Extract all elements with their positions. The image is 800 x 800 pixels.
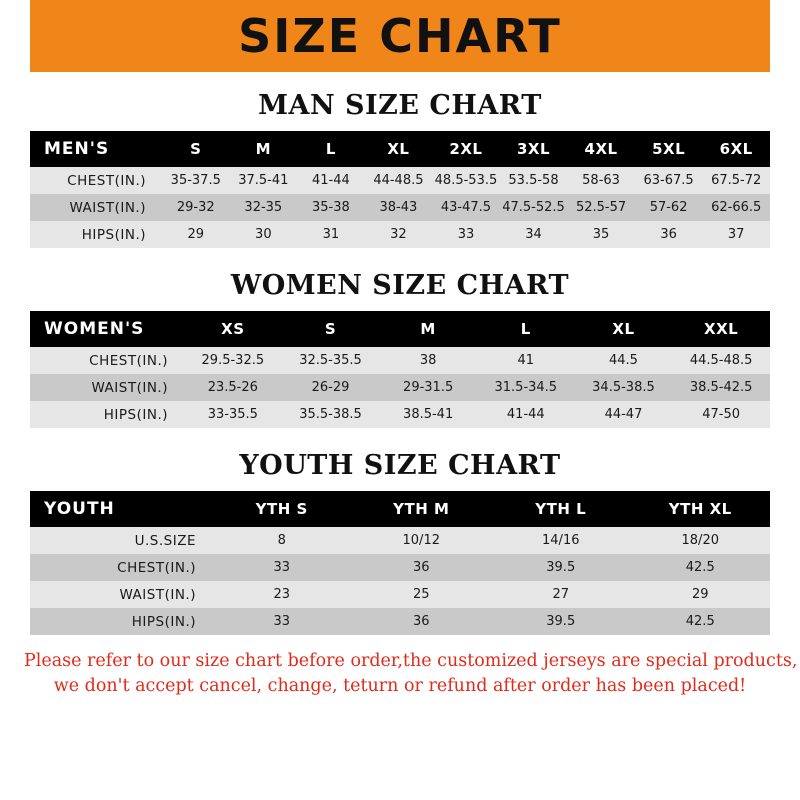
youth-waist-l: 27 <box>552 587 570 602</box>
youth-chest-xl: 42.5 <box>685 560 715 575</box>
footer-note <box>24 649 798 700</box>
women-waist-xxl: 38.5-42.5 <box>689 380 753 395</box>
women-section-title: WOMEN SIZE CHART <box>230 270 570 301</box>
men-hips-4xl: 35 <box>592 227 610 242</box>
youth-waist-s: 23 <box>273 587 291 602</box>
men-col-l: L <box>297 131 365 167</box>
men-chest-6xl: 67.5-72 <box>711 173 762 188</box>
men-chest-m: 37.5-41 <box>238 173 289 188</box>
women-col-l: L <box>477 311 575 347</box>
youth-table-wrap <box>30 491 770 635</box>
youth-ussize-l: 14/16 <box>542 533 580 548</box>
youth-ussize-s: 8 <box>277 533 286 548</box>
men-row-label-chest: CHEST(IN.) <box>67 172 146 189</box>
men-col-m: M <box>230 131 298 167</box>
men-waist-2xl: 43-47.5 <box>440 200 492 215</box>
women-table-wrap <box>30 311 770 428</box>
footer-note-line1: Please refer to our size chart before order,the customized jerseys are special products, <box>24 651 798 671</box>
youth-ussize-m: 10/12 <box>402 533 440 548</box>
women-waist-xl: 34.5-38.5 <box>592 380 655 395</box>
women-waist-m: 29-31.5 <box>403 380 454 395</box>
women-hips-xs: 33-35.5 <box>207 407 258 422</box>
youth-col-xl: YTH XL <box>631 491 771 527</box>
youth-row-label-waist: WAIST(IN.) <box>119 586 196 603</box>
women-col-xl: XL <box>575 311 673 347</box>
men-hips-2xl: 33 <box>457 227 475 242</box>
table-row <box>30 401 770 428</box>
men-hips-5xl: 36 <box>660 227 677 242</box>
men-col-2xl: 2XL <box>432 131 500 167</box>
women-waist-s: 26-29 <box>311 380 350 395</box>
women-hips-m: 38.5-41 <box>403 407 454 422</box>
women-size-table <box>30 311 770 428</box>
men-col-6xl: 6XL <box>702 131 770 167</box>
men-waist-m: 32-35 <box>244 200 283 215</box>
youth-section-title: YOUTH SIZE CHART <box>239 450 561 481</box>
table-row <box>30 527 770 554</box>
women-waist-xs: 23.5-26 <box>207 380 258 395</box>
men-row-label-hips: HIPS(IN.) <box>81 226 146 243</box>
youth-col-m: YTH M <box>352 491 492 527</box>
men-col-5xl: 5XL <box>635 131 703 167</box>
table-header-row <box>30 491 770 527</box>
men-hips-m: 30 <box>255 227 272 242</box>
women-chest-m: 38 <box>419 353 437 368</box>
men-chest-4xl: 58-63 <box>582 173 620 188</box>
women-col-m: M <box>379 311 477 347</box>
women-header-label: WOMEN'S <box>30 311 184 347</box>
women-col-s: S <box>282 311 380 347</box>
men-chest-3xl: 53.5-58 <box>508 173 559 188</box>
men-waist-s: 29-32 <box>176 200 215 215</box>
men-hips-l: 31 <box>322 227 340 242</box>
youth-hips-l: 39.5 <box>546 614 576 629</box>
women-col-xs: XS <box>184 311 282 347</box>
women-row-label-chest: CHEST(IN.) <box>89 352 168 369</box>
women-col-xxl: XXL <box>672 311 770 347</box>
youth-waist-m: 25 <box>412 587 430 602</box>
men-waist-3xl: 47.5-52.5 <box>502 200 565 215</box>
youth-ussize-xl: 18/20 <box>681 533 719 548</box>
men-waist-xl: 38-43 <box>379 200 418 215</box>
youth-chest-l: 39.5 <box>546 560 576 575</box>
men-hips-3xl: 34 <box>525 227 542 242</box>
youth-chest-m: 36 <box>412 560 430 575</box>
women-hips-xl: 44-47 <box>604 407 643 422</box>
men-col-s: S <box>162 131 230 167</box>
women-row-label-waist: WAIST(IN.) <box>91 379 168 396</box>
youth-hips-s: 33 <box>273 614 291 629</box>
women-chest-xxl: 44.5-48.5 <box>689 353 753 368</box>
men-waist-l: 35-38 <box>311 200 350 215</box>
table-header-row <box>30 131 770 167</box>
men-col-xl: XL <box>365 131 433 167</box>
youth-hips-m: 36 <box>412 614 430 629</box>
table-row <box>30 167 770 194</box>
women-waist-l: 31.5-34.5 <box>494 380 558 395</box>
men-waist-5xl: 57-62 <box>649 200 688 215</box>
table-row <box>30 221 770 248</box>
youth-chest-s: 33 <box>273 560 291 575</box>
youth-col-s: YTH S <box>212 491 352 527</box>
women-chest-s: 32.5-35.5 <box>299 353 362 368</box>
table-row <box>30 554 770 581</box>
table-row <box>30 194 770 221</box>
men-hips-xl: 32 <box>390 227 407 242</box>
table-header-row <box>30 311 770 347</box>
men-header-label: MEN'S <box>30 131 162 167</box>
women-row-label-hips: HIPS(IN.) <box>103 406 168 423</box>
table-row <box>30 608 770 635</box>
men-col-4xl: 4XL <box>567 131 635 167</box>
header-right-mask <box>770 0 800 72</box>
men-chest-5xl: 63-67.5 <box>643 173 694 188</box>
header-band <box>0 0 800 72</box>
men-chest-s: 35-37.5 <box>170 173 221 188</box>
women-hips-xxl: 47-50 <box>702 407 741 422</box>
women-chest-l: 41 <box>517 353 535 368</box>
men-col-3xl: 3XL <box>500 131 568 167</box>
man-size-table <box>30 131 770 248</box>
youth-size-table <box>30 491 770 635</box>
women-chest-xl: 44.5 <box>608 353 638 368</box>
table-row <box>30 347 770 374</box>
youth-row-label-hips: HIPS(IN.) <box>131 613 196 630</box>
youth-waist-xl: 29 <box>691 587 709 602</box>
youth-header-label: YOUTH <box>30 491 212 527</box>
table-row <box>30 581 770 608</box>
men-waist-4xl: 52.5-57 <box>575 200 627 215</box>
men-hips-s: 29 <box>187 227 205 242</box>
man-section-title: MAN SIZE CHART <box>258 90 542 121</box>
youth-hips-xl: 42.5 <box>685 614 715 629</box>
women-hips-s: 35.5-38.5 <box>299 407 362 422</box>
men-hips-6xl: 37 <box>727 227 745 242</box>
youth-row-label-ussize: U.S.SIZE <box>134 532 196 549</box>
table-row <box>30 374 770 401</box>
men-chest-xl: 44-48.5 <box>373 173 424 188</box>
youth-row-label-chest: CHEST(IN.) <box>117 559 196 576</box>
women-chest-xs: 29.5-32.5 <box>201 353 265 368</box>
women-hips-l: 41-44 <box>506 407 545 422</box>
men-chest-2xl: 48.5-53.5 <box>434 173 498 188</box>
header-left-mask <box>0 0 30 72</box>
men-chest-l: 41-44 <box>311 173 350 188</box>
youth-col-l: YTH L <box>491 491 631 527</box>
men-row-label-waist: WAIST(IN.) <box>69 199 146 216</box>
footer-note-line2: we don't accept cancel, change, teturn or refund after order has been placed! <box>53 676 747 697</box>
page-title: SIZE CHART <box>238 9 562 63</box>
men-waist-6xl: 62-66.5 <box>711 200 762 215</box>
man-table-wrap <box>30 131 770 248</box>
